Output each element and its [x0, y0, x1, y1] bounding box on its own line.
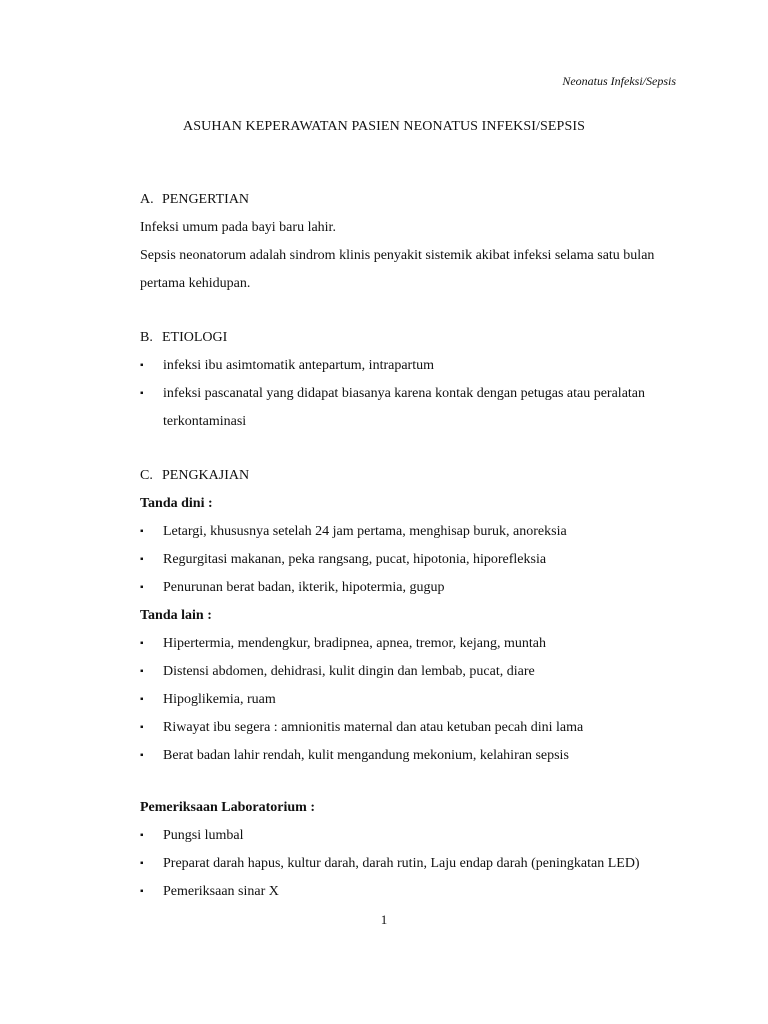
section-b-letter: B.	[140, 330, 153, 345]
bullet-icon: ▪	[140, 830, 144, 841]
other-signs-label: Tanda lain :	[140, 608, 212, 623]
bullet-icon: ▪	[140, 666, 144, 677]
lab-exam-label: Pemeriksaan Laboratorium :	[140, 800, 315, 815]
document-body	[140, 186, 700, 906]
bullet-icon: ▪	[140, 388, 144, 399]
document-title: ASUHAN KEPERAWATAN PASIEN NEONATUS INFEKSI/SEPSIS	[183, 119, 585, 134]
section-a-heading	[140, 186, 700, 214]
list-item: ▪ infeksi pascanatal yang didapat biasanya karena kontak dengan petugas atau peralatan terkontaminasi	[140, 380, 700, 436]
early-signs-label: Tanda dini :	[140, 496, 213, 511]
lab-exam-list	[140, 822, 700, 906]
list-item: ▪ Hipoglikemia, ruam	[140, 686, 700, 714]
bullet-icon: ▪	[140, 582, 144, 593]
bullet-icon: ▪	[140, 750, 144, 761]
list-item: ▪ Pungsi lumbal	[140, 822, 700, 850]
bullet-icon: ▪	[140, 858, 144, 869]
bullet-icon: ▪	[140, 360, 144, 371]
etiology-list	[140, 352, 700, 436]
bullet-icon: ▪	[140, 886, 144, 897]
section-c-heading	[140, 462, 700, 490]
list-item: ▪ Hipertermia, mendengkur, bradipnea, apnea, tremor, kejang, muntah	[140, 630, 700, 658]
bullet-icon: ▪	[140, 722, 144, 733]
bullet-icon: ▪	[140, 638, 144, 649]
section-c-title: PENGKAJIAN	[162, 468, 250, 483]
list-item: ▪ Regurgitasi makanan, peka rangsang, pucat, hipotonia, hiporefleksia	[140, 546, 700, 574]
section-b-title: ETIOLOGI	[162, 330, 228, 345]
list-item: ▪ Letargi, khususnya setelah 24 jam pertama, menghisap buruk, anoreksia	[140, 518, 700, 546]
list-item: ▪ Distensi abdomen, dehidrasi, kulit dingin dan lembab, pucat, diare	[140, 658, 700, 686]
list-item: ▪ Riwayat ibu segera : amnionitis maternal dan atau ketuban pecah dini lama	[140, 714, 700, 742]
section-a-paragraph: Infeksi umum pada bayi baru lahir.	[140, 220, 336, 235]
list-item: ▪ Pemeriksaan sinar X	[140, 878, 700, 906]
section-a-title: PENGERTIAN	[162, 192, 250, 207]
bullet-icon: ▪	[140, 526, 144, 537]
bullet-icon: ▪	[140, 554, 144, 565]
section-c-letter: C.	[140, 468, 153, 483]
list-item: ▪ infeksi ibu asimtomatik antepartum, intrapartum	[140, 352, 700, 380]
list-item: ▪ Penurunan berat badan, ikterik, hipotermia, gugup	[140, 574, 700, 602]
page-number: 1	[380, 912, 388, 927]
other-signs-list	[140, 630, 700, 770]
running-header: Neonatus Infeksi/Sepsis	[562, 74, 676, 88]
early-signs-list	[140, 518, 700, 602]
section-a-letter: A.	[140, 192, 154, 207]
section-b-heading	[140, 324, 700, 352]
list-item: ▪ Berat badan lahir rendah, kulit mengandung mekonium, kelahiran sepsis	[140, 742, 700, 770]
section-a-paragraph: Sepsis neonatorum adalah sindrom klinis penyakit sistemik akibat infeksi selama satu bulan pertama kehidupan.	[140, 248, 655, 291]
bullet-icon: ▪	[140, 694, 144, 705]
list-item: ▪ Preparat darah hapus, kultur darah, darah rutin, Laju endap darah (peningkatan LED)	[140, 850, 700, 878]
